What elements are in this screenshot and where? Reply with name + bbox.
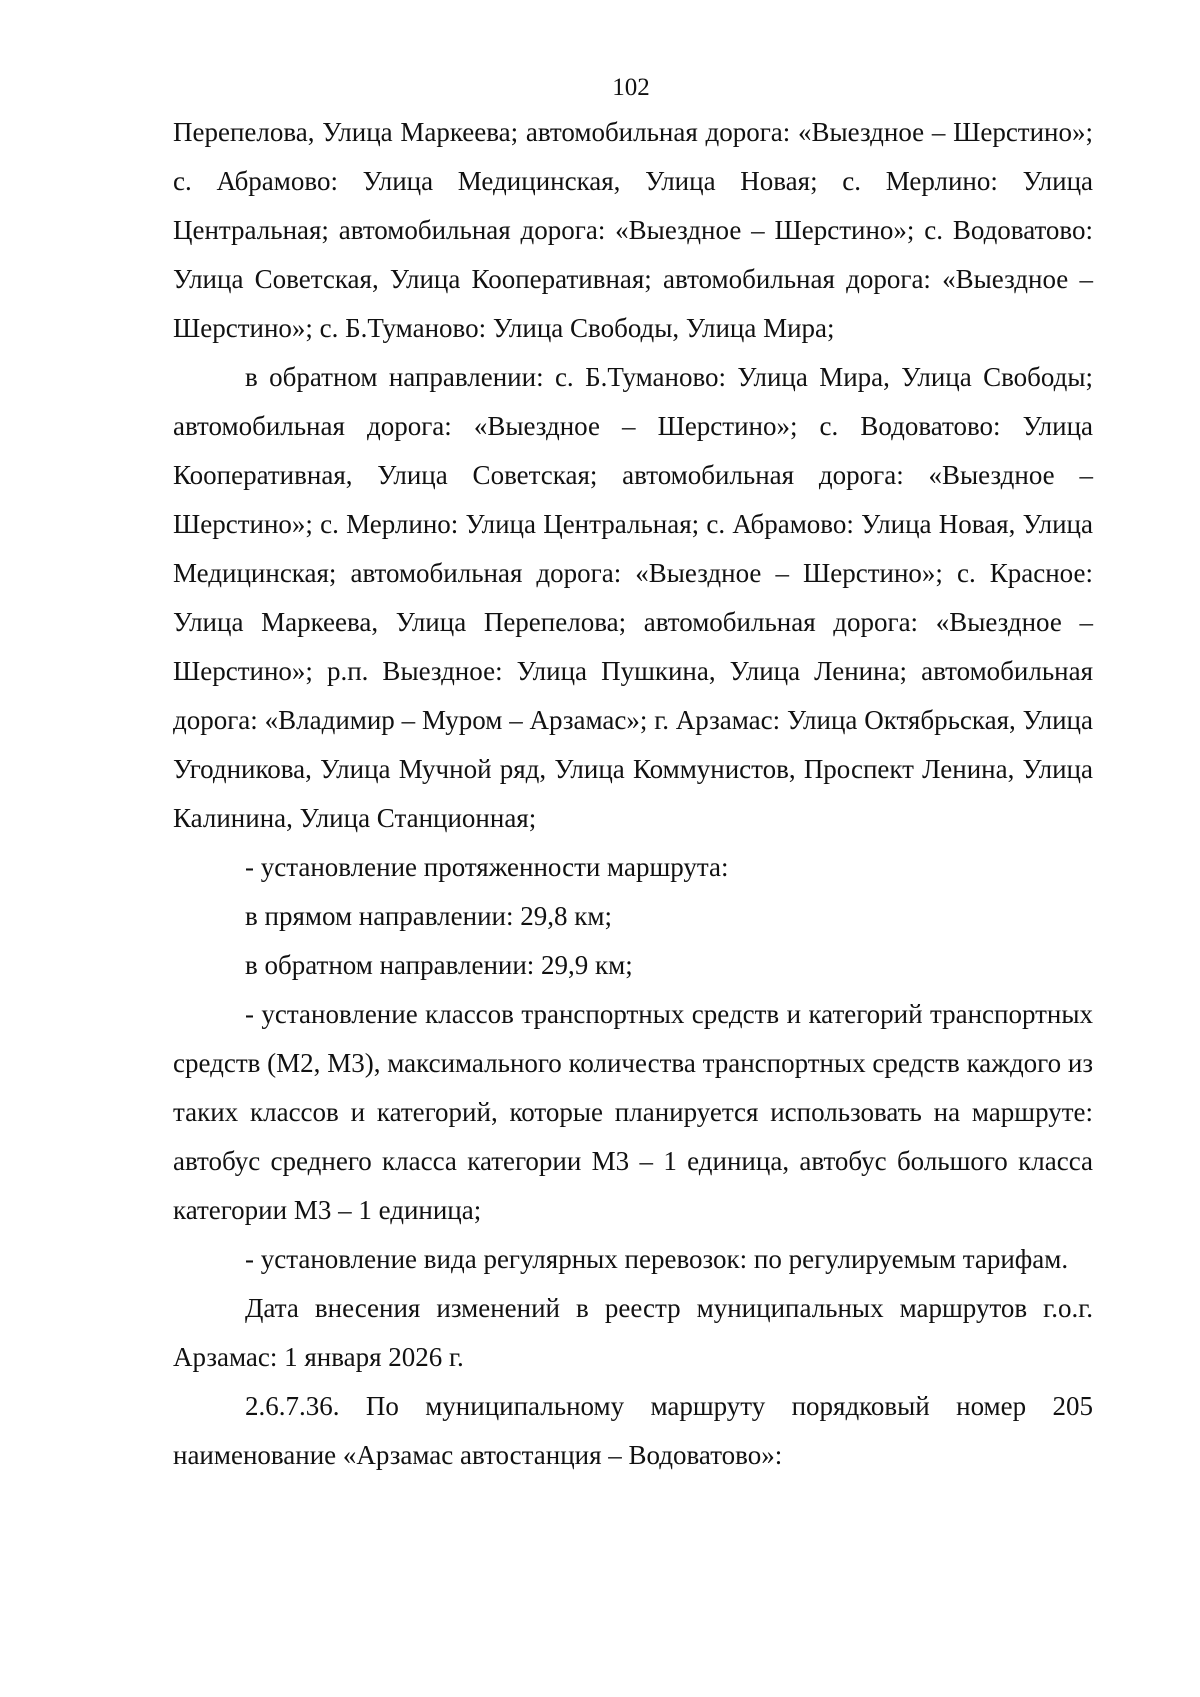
paragraph-route-forward-continued: Перепелова, Улица Маркеева; автомобильная дорога: «Выездное – Шерстино»; с. Абрамово: Улица Медицинская, Улица Новая; с. Мерлино: Улица Центральная; автомобильная дорога: «Выездное – Шерстино»; с. Водоватово: Улица Советская, Улица Кооперативная; автомобильная дорога: «Выездное – Шерстино»; с. Б.Туманово: Улица Свободы, Улица Мира;	[173, 117, 1093, 343]
paragraph-route-205-heading: 2.6.7.36. По муниципальному маршруту порядковый номер 205 наименование «Арзамас автостанция – Водоватово»:	[173, 1391, 1093, 1470]
page-number: 102	[612, 74, 650, 101]
paragraph-route-length-heading: - установление протяженности маршрута:	[245, 852, 729, 882]
document-body	[173, 108, 1093, 1480]
paragraph-length-reverse: в обратном направлении: 29,9 км;	[245, 950, 633, 980]
paragraph-route-reverse: в обратном направлении: с. Б.Туманово: Улица Мира, Улица Свободы; автомобильная дорога: «Выездное – Шерстино»; с. Водоватово: Улица Кооперативная, Улица Советская; автомобильная дорога: «Выездное – Шерстино»; с. Мерлино: Улица Центральная; с. Абрамово: Улица Новая, Улица Медицинская; автомобильная дорога: «Выездное – Шерстино»; с. Красное: Улица Маркеева, Улица Перепелова; автомобильная дорога: «Выездное – Шерстино»; р.п. Выездное: Улица Пушкина, Улица Ленина; автомобильная дорога: «Владимир – Муром – Арзамас»; г. Арзамас: Улица Октябрьская, Улица Угодникова, Улица Мучной ряд, Улица Коммунистов, Проспект Ленина, Улица Калинина, Улица Станционная;	[173, 362, 1093, 833]
paragraph-registry-date: Дата внесения изменений в реестр муниципальных маршрутов г.о.г. Арзамас: 1 января 2026 г.	[173, 1293, 1093, 1372]
paragraph-vehicle-classes: - установление классов транспортных средств и категорий транспортных средств (М2, М3), максимального количества транспортных средств каждого из таких классов и категорий, которые планируется использовать на маршруте: автобус среднего класса категории М3 – 1 единица, автобус большого класса категории М3 – 1 единица;	[173, 999, 1093, 1225]
paragraph-length-forward: в прямом направлении: 29,8 км;	[245, 901, 612, 931]
paragraph-transport-type: - установление вида регулярных перевозок: по регулируемым тарифам.	[245, 1244, 1069, 1274]
